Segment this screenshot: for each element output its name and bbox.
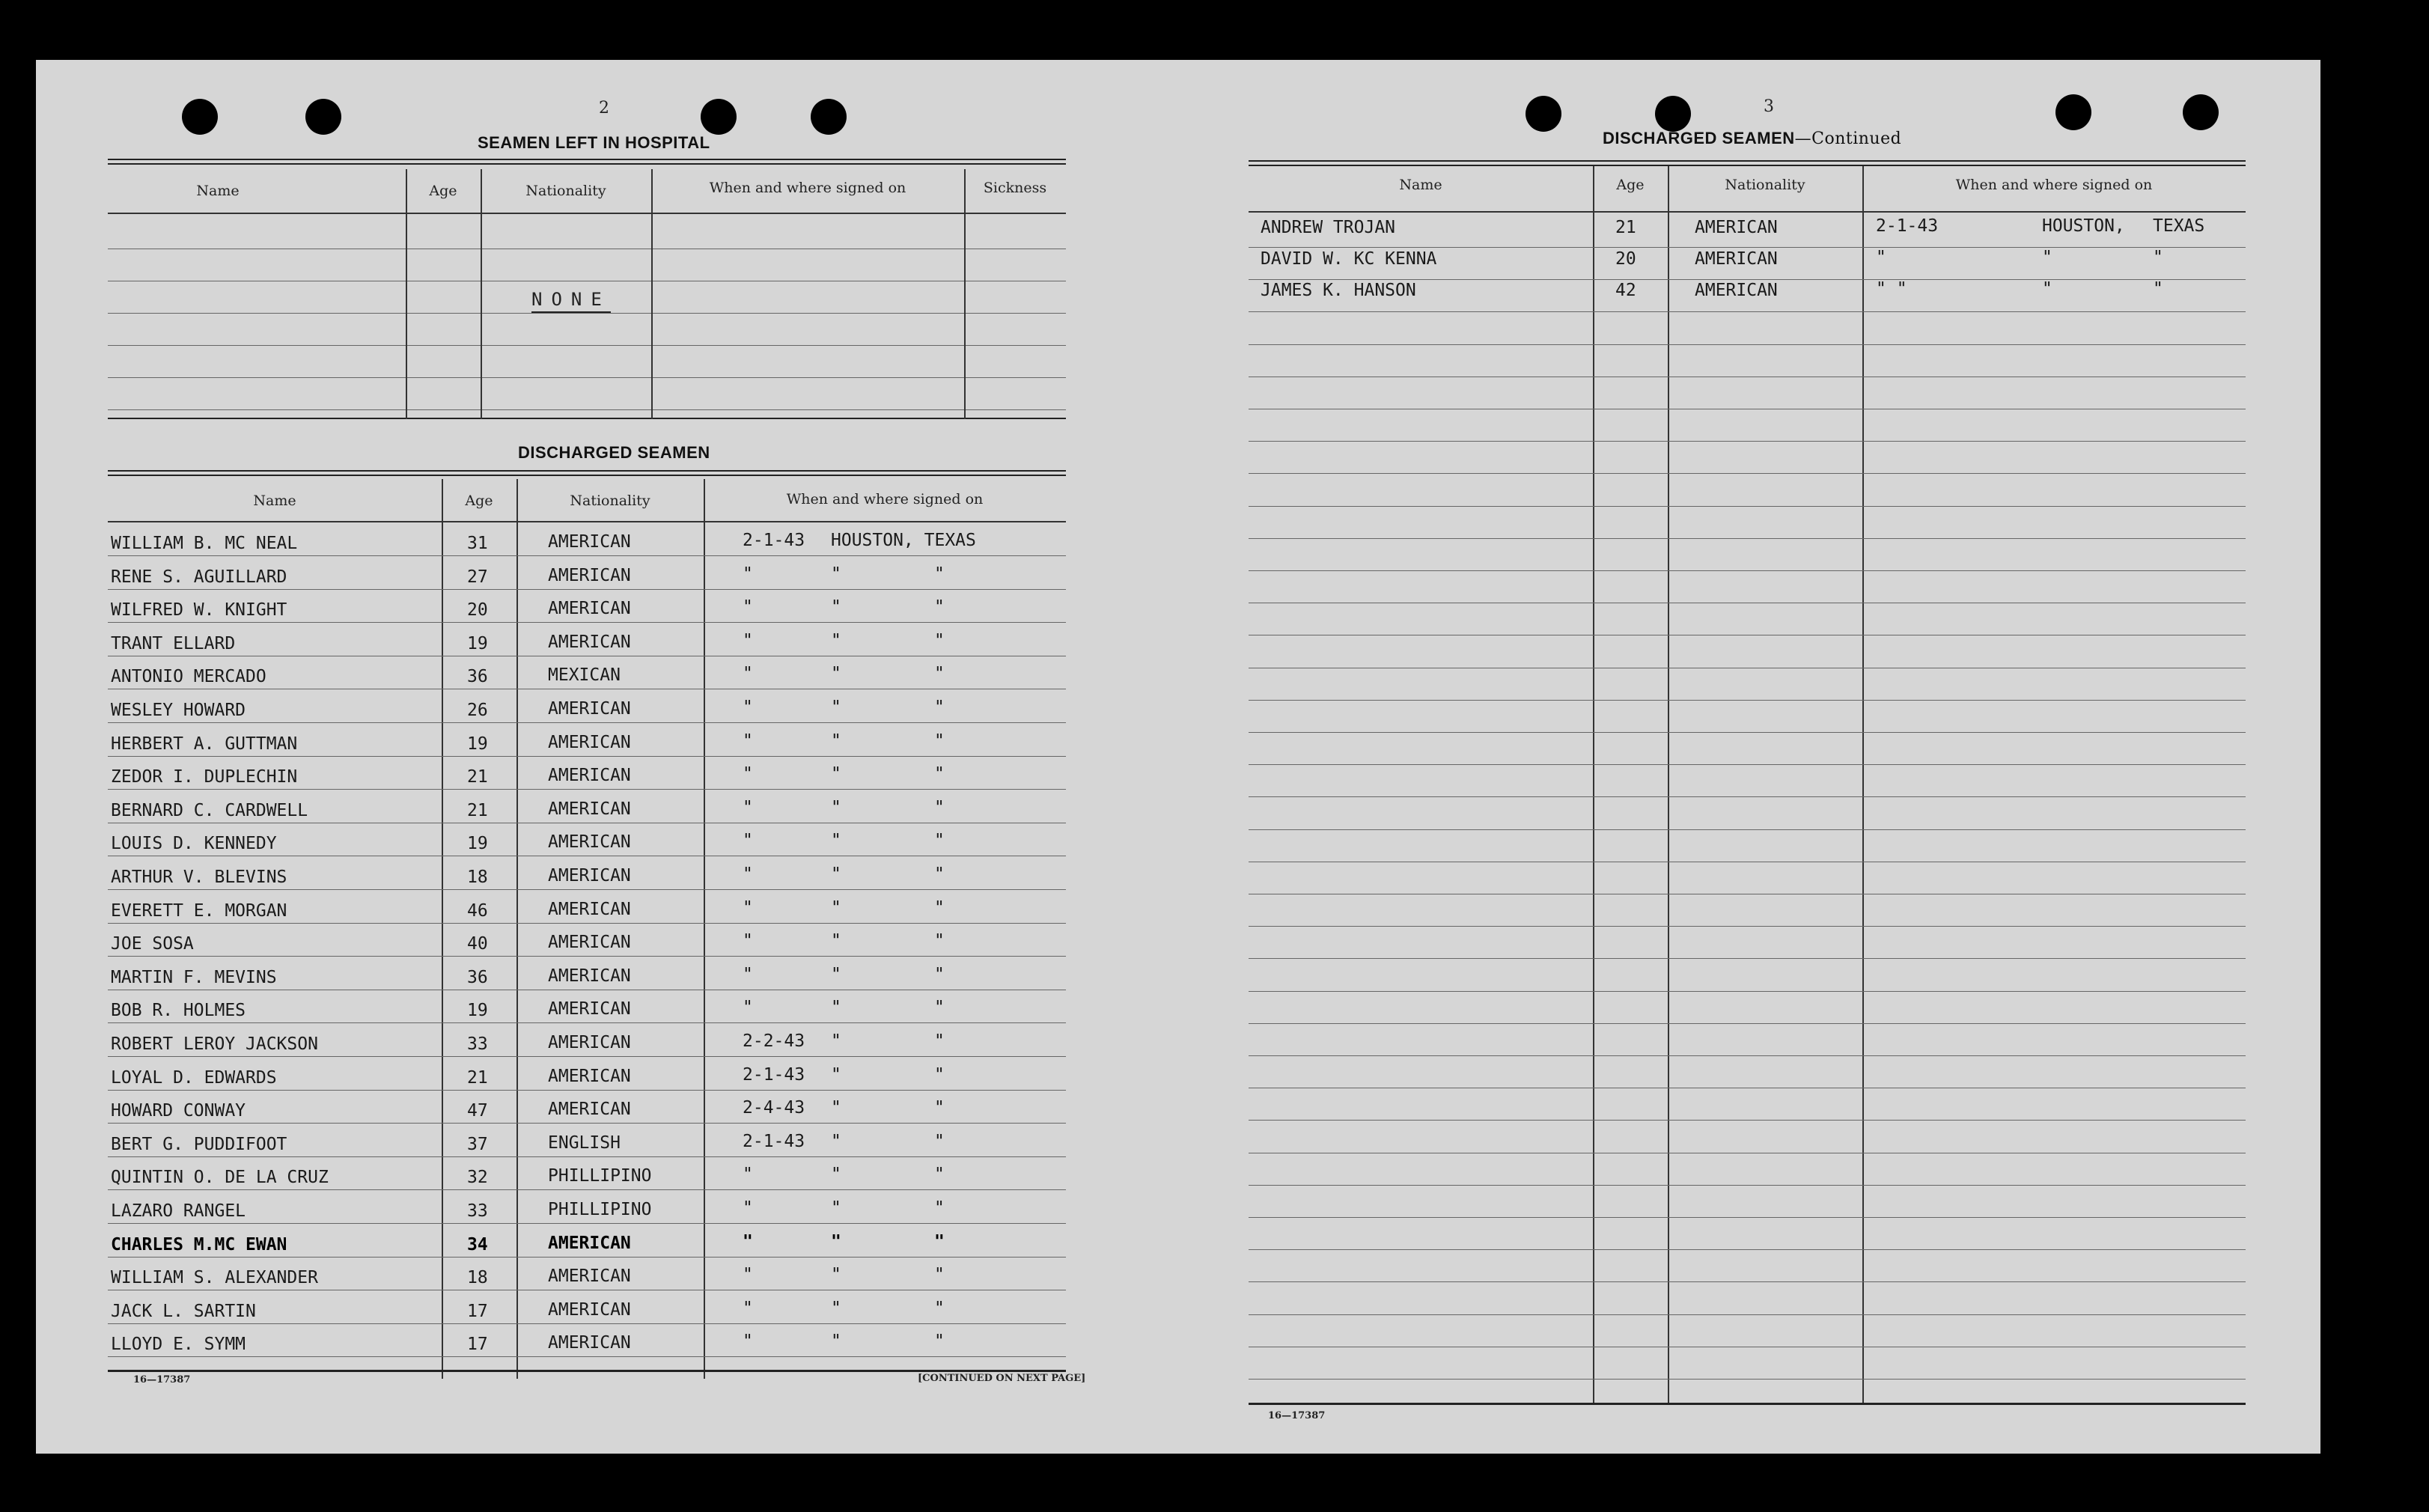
- page-number: 3: [1764, 97, 1774, 116]
- signed-on-place: ": [831, 631, 841, 650]
- signed-on-date: ": [743, 731, 753, 751]
- signed-on-place: ": [831, 1232, 841, 1252]
- seaman-nationality: AMERICAN: [548, 1333, 631, 1353]
- signed-on-place: ": [831, 1098, 841, 1118]
- seaman-nationality: AMERICAN: [1695, 218, 1778, 237]
- right-header-nationality: Nationality: [1725, 177, 1805, 193]
- seaman-nationality: AMERICAN: [548, 866, 631, 885]
- seaman-nationality: AMERICAN: [548, 900, 631, 919]
- hospital-row-line: [108, 345, 1066, 346]
- table-row-line: [1249, 764, 2246, 765]
- seaman-nationality: AMERICAN: [548, 733, 631, 752]
- discharged-top-rule-2: [108, 475, 1066, 476]
- table-row-line: [108, 1123, 1066, 1124]
- signed-on-place: ": [831, 764, 841, 784]
- seaman-age: 37: [467, 1135, 488, 1154]
- signed-on-date: ": [743, 931, 753, 951]
- seaman-age: 32: [467, 1168, 488, 1187]
- seaman-name: DAVID W. KC KENNA: [1261, 249, 1437, 269]
- signed-on-date: ": [743, 698, 753, 717]
- table-row-line: [1249, 1185, 2246, 1186]
- seaman-age: 21: [467, 767, 488, 787]
- hospital-bottom-rule: [108, 418, 1066, 419]
- discharged-col-divider: [516, 479, 518, 1379]
- signed-on-date: 2-4-43: [743, 1098, 805, 1118]
- seaman-name: JAMES K. HANSON: [1261, 281, 1416, 300]
- seaman-name: ZEDOR I. DUPLECHIN: [111, 767, 298, 787]
- hospital-col-divider: [651, 169, 653, 419]
- seaman-age: 36: [467, 667, 488, 686]
- seaman-nationality: AMERICAN: [548, 1067, 631, 1086]
- seaman-nationality: AMERICAN: [548, 1266, 631, 1286]
- signed-on-ditto: ": [934, 998, 945, 1017]
- seaman-age: 33: [467, 1201, 488, 1221]
- signed-on-date: ": [1876, 248, 1886, 267]
- signed-on-date: ": [743, 1265, 753, 1284]
- signed-on-date: ": [743, 898, 753, 918]
- signed-on-date: ": [743, 1332, 753, 1351]
- signed-on-ditto: ": [934, 1299, 945, 1318]
- seaman-age: 18: [467, 868, 488, 887]
- signed-on-ditto: ": [934, 1232, 945, 1252]
- discharged-header-line: [108, 521, 1066, 522]
- right-header-signed-on: When and where signed on: [1955, 177, 2153, 193]
- seaman-name: BERNARD C. CARDWELL: [111, 801, 308, 820]
- table-row-line: [1249, 279, 2246, 280]
- seaman-nationality: AMERICAN: [548, 532, 631, 552]
- title-text: DISCHARGED SEAMEN: [1603, 129, 1795, 147]
- table-row-line: [1249, 441, 2246, 442]
- signed-on-date: ": [743, 1165, 753, 1184]
- seaman-name: LLOYD E. SYMM: [111, 1335, 246, 1354]
- seaman-nationality: MEXICAN: [548, 665, 621, 685]
- table-row-line: [1249, 473, 2246, 474]
- discharged-continued-title: [1603, 129, 1901, 148]
- right-header-age: Age: [1616, 177, 1645, 193]
- seaman-age: 31: [467, 534, 488, 553]
- seaman-age: 47: [467, 1101, 488, 1121]
- seaman-age: 33: [467, 1034, 488, 1054]
- hospital-header-age: Age: [429, 183, 457, 199]
- document-sheet: [36, 60, 2320, 1454]
- seaman-name: LAZARO RANGEL: [111, 1201, 246, 1221]
- signed-on-place: ": [831, 931, 841, 951]
- signed-on-place: ": [831, 1165, 841, 1184]
- signed-on-ditto: ": [934, 764, 945, 784]
- table-row-line: [1249, 829, 2246, 830]
- seaman-name: BOB R. HOLMES: [111, 1001, 246, 1020]
- signed-on-place: ": [831, 1132, 841, 1151]
- table-row-line: [1249, 1281, 2246, 1282]
- seaman-age: 18: [467, 1268, 488, 1287]
- seaman-nationality: AMERICAN: [548, 566, 631, 585]
- signed-on-place: ": [831, 1198, 841, 1218]
- seaman-name: HOWARD CONWAY: [111, 1101, 246, 1121]
- seaman-age: 21: [467, 1068, 488, 1088]
- table-row-line: [108, 722, 1066, 723]
- hospital-none-entry: NONE: [531, 289, 611, 313]
- table-row-line: [1249, 1314, 2246, 1315]
- signed-on-ditto: ": [934, 831, 945, 850]
- seaman-name: LOYAL D. EDWARDS: [111, 1068, 277, 1088]
- seaman-name: CHARLES M.MC EWAN: [111, 1235, 287, 1255]
- right-col-divider: [1862, 166, 1864, 1404]
- discharged-col-divider: [704, 479, 705, 1379]
- seaman-age: 19: [467, 1001, 488, 1020]
- table-row-line: [1249, 1055, 2246, 1056]
- signed-on-place: ": [2042, 248, 2052, 267]
- signed-on-place: ": [831, 731, 841, 751]
- seaman-name: WILLIAM S. ALEXANDER: [111, 1268, 318, 1287]
- seaman-name: WILFRED W. KNIGHT: [111, 600, 287, 620]
- table-row-line: [108, 1223, 1066, 1224]
- seaman-age: 26: [467, 701, 488, 720]
- seaman-nationality: PHILLIPINO: [548, 1200, 652, 1219]
- seaman-age: 21: [467, 801, 488, 820]
- seaman-name: WILLIAM B. MC NEAL: [111, 534, 298, 553]
- signed-on-date: 2-1-43: [743, 531, 805, 550]
- seaman-age: 17: [467, 1335, 488, 1354]
- table-row-line: [1249, 570, 2246, 571]
- signed-on-place: ": [831, 865, 841, 884]
- seaman-age: 19: [467, 834, 488, 853]
- seaman-nationality: AMERICAN: [548, 966, 631, 986]
- signed-on-ditto: ": [934, 1132, 945, 1151]
- seaman-name: EVERETT E. MORGAN: [111, 901, 287, 921]
- hospital-row-line: [108, 409, 1066, 410]
- signed-on-ditto: ": [934, 931, 945, 951]
- signed-on-place: ": [831, 597, 841, 617]
- seaman-nationality: AMERICAN: [1695, 249, 1778, 269]
- table-row-line: [108, 1189, 1066, 1190]
- signed-on-place: ": [831, 1265, 841, 1284]
- signed-on-ditto: ": [934, 631, 945, 650]
- signed-on-place: ": [831, 664, 841, 683]
- table-row-line: [1249, 344, 2246, 345]
- seaman-nationality: AMERICAN: [548, 699, 631, 719]
- seaman-nationality: AMERICAN: [548, 1234, 631, 1253]
- seaman-age: 42: [1615, 281, 1636, 300]
- table-row-line: [108, 1090, 1066, 1091]
- seaman-name: TRANT ELLARD: [111, 634, 236, 653]
- table-row-line: [1249, 1217, 2246, 1218]
- discharged-header-nationality: Nationality: [570, 493, 650, 509]
- table-row-line: [1249, 506, 2246, 507]
- signed-on-date: " ": [1876, 279, 1907, 299]
- table-row-line: [1249, 311, 2246, 312]
- signed-on-ditto: ": [934, 1332, 945, 1351]
- hospital-col-divider: [964, 169, 966, 419]
- seaman-age: 34: [467, 1235, 488, 1255]
- signed-on-ditto: ": [934, 1098, 945, 1118]
- signed-on-ditto: ": [934, 664, 945, 683]
- table-row-line: [1249, 1249, 2246, 1250]
- seaman-name: ROBERT LEROY JACKSON: [111, 1034, 318, 1054]
- signed-on-place: ": [831, 965, 841, 984]
- table-row-line: [1249, 247, 2246, 248]
- seaman-name: WESLEY HOWARD: [111, 701, 246, 720]
- seaman-nationality: AMERICAN: [548, 1033, 631, 1052]
- signed-on-place: ": [831, 831, 841, 850]
- seaman-age: 20: [1615, 249, 1636, 269]
- signed-on-place: ": [831, 698, 841, 717]
- signed-on-date: ": [743, 564, 753, 584]
- signed-on-date: ": [743, 865, 753, 884]
- table-row-line: [108, 956, 1066, 957]
- signed-on-ditto: ": [934, 865, 945, 884]
- table-row-line: [1249, 732, 2246, 733]
- discharged-header-name: Name: [253, 493, 296, 509]
- seaman-nationality: AMERICAN: [548, 933, 631, 952]
- signed-on-place: ": [2042, 279, 2052, 299]
- table-row-line: [1249, 1379, 2246, 1380]
- signed-on-date: 2-1-43: [743, 1065, 805, 1085]
- table-row-line: [108, 622, 1066, 623]
- right-bottom-rule: [1249, 1403, 2246, 1405]
- seaman-age: 17: [467, 1302, 488, 1321]
- title-continued: —Continued: [1794, 129, 1902, 148]
- right-top-rule-2: [1249, 165, 2246, 166]
- seaman-nationality: AMERICAN: [548, 766, 631, 785]
- signed-on-ditto: ": [2153, 279, 2163, 299]
- seaman-name: HERBERT A. GUTTMAN: [111, 734, 298, 754]
- seaman-age: 20: [467, 600, 488, 620]
- seaman-name: ARTHUR V. BLEVINS: [111, 868, 287, 887]
- signed-on-date: ": [743, 1198, 753, 1218]
- page-number: 2: [599, 99, 609, 118]
- signed-on-date: ": [743, 597, 753, 617]
- footer-code: 16—17387: [1268, 1410, 1326, 1421]
- signed-on-ditto: ": [934, 898, 945, 918]
- discharged-header-signed-on: When and where signed on: [786, 491, 984, 507]
- signed-on-ditto: ": [934, 1031, 945, 1051]
- hospital-header-nationality: Nationality: [525, 183, 606, 199]
- signed-on-date: 2-1-43: [1876, 216, 1939, 236]
- table-row-line: [1249, 1120, 2246, 1121]
- seaman-nationality: PHILLIPINO: [548, 1166, 652, 1186]
- seaman-age: 27: [467, 567, 488, 587]
- seaman-nationality: AMERICAN: [1695, 281, 1778, 300]
- seaman-nationality: AMERICAN: [548, 1300, 631, 1320]
- table-row-line: [108, 756, 1066, 757]
- discharged-header-age: Age: [465, 493, 493, 509]
- hospital-col-divider: [481, 169, 482, 419]
- hospital-top-rule-2: [108, 163, 1066, 165]
- discharged-bottom-rule: [108, 1370, 1066, 1372]
- signed-on-ditto: ": [934, 1165, 945, 1184]
- signed-on-place: HOUSTON,: [2042, 216, 2125, 236]
- table-row-line: [108, 1356, 1066, 1357]
- seaman-name: ANTONIO MERCADO: [111, 667, 266, 686]
- signed-on-date: ": [743, 1232, 753, 1252]
- table-row-line: [108, 1323, 1066, 1324]
- table-row-line: [1249, 991, 2246, 992]
- left-page: [36, 60, 1114, 1454]
- seaman-age: 36: [467, 968, 488, 987]
- signed-on-ditto: ": [934, 1065, 945, 1085]
- right-header-line: [1249, 211, 2246, 213]
- table-row-line: [1249, 796, 2246, 797]
- seaman-name: BERT G. PUDDIFOOT: [111, 1135, 287, 1154]
- seaman-name: JACK L. SARTIN: [111, 1302, 256, 1321]
- signed-on-date: ": [743, 1299, 753, 1318]
- signed-on-date: ": [743, 631, 753, 650]
- seaman-nationality: ENGLISH: [548, 1133, 621, 1153]
- hospital-row-line: [108, 313, 1066, 314]
- right-header-name: Name: [1399, 177, 1442, 193]
- signed-on-ditto: TEXAS: [2153, 216, 2205, 236]
- table-row-line: [1249, 926, 2246, 927]
- seaman-name: RENE S. AGUILLARD: [111, 567, 287, 587]
- seaman-nationality: AMERICAN: [548, 632, 631, 652]
- hospital-top-rule: [108, 159, 1066, 160]
- table-row-line: [108, 923, 1066, 924]
- right-col-divider: [1593, 166, 1594, 1404]
- signed-on-date: ": [743, 664, 753, 683]
- signed-on-ditto: ": [934, 1265, 945, 1284]
- table-row-line: [1249, 958, 2246, 959]
- table-row-line: [108, 1156, 1066, 1157]
- seaman-name: LOUIS D. KENNEDY: [111, 834, 277, 853]
- seaman-age: 46: [467, 901, 488, 921]
- seaman-name: MARTIN F. MEVINS: [111, 968, 277, 987]
- signed-on-place: ": [831, 1299, 841, 1318]
- signed-on-date: 2-1-43: [743, 1132, 805, 1151]
- seaman-nationality: AMERICAN: [548, 832, 631, 852]
- seaman-age: 21: [1615, 218, 1636, 237]
- discharged-title: DISCHARGED SEAMEN: [518, 443, 710, 462]
- seaman-nationality: AMERICAN: [548, 599, 631, 618]
- seaman-age: 19: [467, 634, 488, 653]
- signed-on-ditto: ": [934, 1198, 945, 1218]
- signed-on-date: ": [743, 764, 753, 784]
- seaman-nationality: AMERICAN: [548, 1100, 631, 1119]
- right-top-rule: [1249, 160, 2246, 162]
- seaman-name: ANDREW TROJAN: [1261, 218, 1396, 237]
- signed-on-place: ": [831, 1065, 841, 1085]
- hospital-col-divider: [406, 169, 407, 419]
- discharged-col-divider: [442, 479, 443, 1379]
- signed-on-place: ": [831, 564, 841, 584]
- signed-on-date: 2-2-43: [743, 1031, 805, 1051]
- table-row-line: [108, 1056, 1066, 1057]
- hospital-header-signed-on: When and where signed on: [709, 180, 906, 196]
- signed-on-ditto: ": [934, 698, 945, 717]
- seaman-nationality: AMERICAN: [548, 799, 631, 819]
- table-row-line: [1249, 1023, 2246, 1024]
- signed-on-place: HOUSTON, TEXAS: [831, 531, 976, 550]
- signed-on-date: ": [743, 798, 753, 817]
- table-row-line: [108, 1022, 1066, 1023]
- table-row-line: [108, 589, 1066, 590]
- signed-on-place: ": [831, 798, 841, 817]
- table-row-line: [1249, 538, 2246, 539]
- table-row-line: [1249, 700, 2246, 701]
- signed-on-date: ": [743, 831, 753, 850]
- seaman-age: 40: [467, 934, 488, 954]
- signed-on-date: ": [743, 998, 753, 1017]
- table-row-line: [108, 889, 1066, 890]
- seaman-nationality: AMERICAN: [548, 999, 631, 1019]
- signed-on-place: ": [831, 898, 841, 918]
- hospital-header-sickness: Sickness: [983, 180, 1047, 196]
- signed-on-ditto: ": [934, 731, 945, 751]
- footer-code: 16—17387: [133, 1374, 191, 1386]
- signed-on-ditto: ": [934, 597, 945, 617]
- seaman-name: JOE SOSA: [111, 934, 194, 954]
- signed-on-date: ": [743, 965, 753, 984]
- table-row-line: [108, 789, 1066, 790]
- hospital-header-line: [108, 213, 1066, 214]
- signed-on-place: ": [831, 998, 841, 1017]
- table-row-line: [108, 555, 1066, 556]
- signed-on-ditto: ": [934, 564, 945, 584]
- signed-on-place: ": [831, 1332, 841, 1351]
- seaman-name: QUINTIN O. DE LA CRUZ: [111, 1168, 329, 1187]
- signed-on-place: ": [831, 1031, 841, 1051]
- signed-on-ditto: ": [934, 965, 945, 984]
- signed-on-ditto: ": [934, 798, 945, 817]
- hospital-row-line: [108, 377, 1066, 378]
- seaman-age: 19: [467, 734, 488, 754]
- table-row-line: [108, 1257, 1066, 1258]
- right-col-divider: [1668, 166, 1669, 1404]
- signed-on-ditto: ": [2153, 248, 2163, 267]
- discharged-top-rule: [108, 470, 1066, 472]
- right-page: [1249, 60, 2320, 1454]
- hospital-title: SEAMEN LEFT IN HOSPITAL: [478, 133, 710, 152]
- hospital-header-name: Name: [196, 183, 240, 199]
- footer-continued: [CONTINUED ON NEXT PAGE]: [918, 1373, 1086, 1384]
